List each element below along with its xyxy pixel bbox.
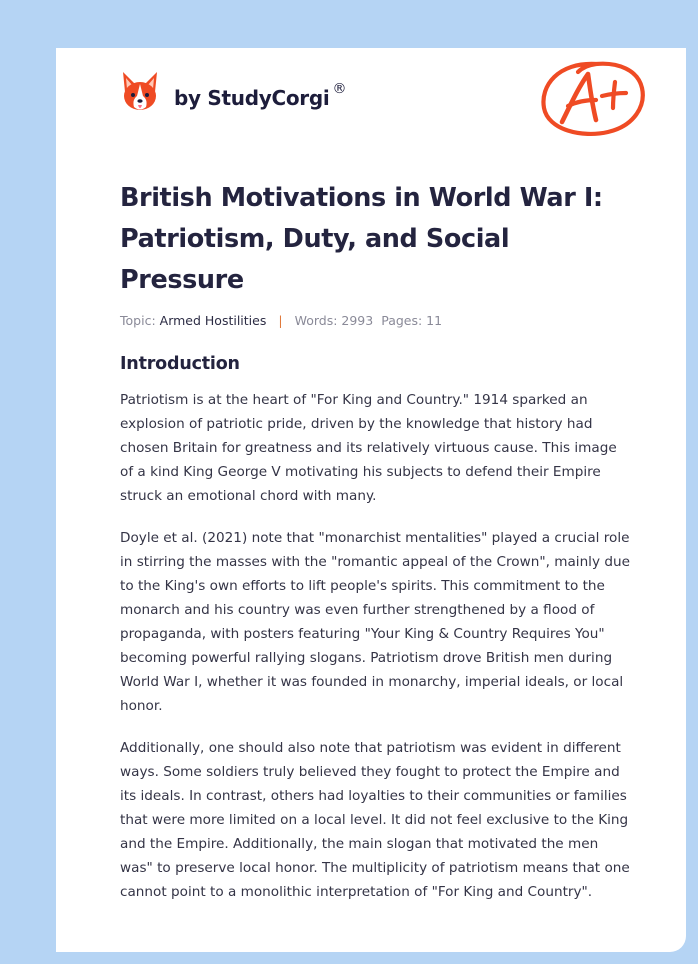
- word-count: Words: 2993: [294, 313, 374, 328]
- meta-separator: |: [278, 313, 283, 328]
- brand-name: by StudyCorgi ®: [174, 81, 347, 110]
- page-count: Pages: 11: [381, 313, 443, 328]
- document-meta: [120, 313, 686, 328]
- a-plus-grade-icon: [538, 58, 648, 140]
- paragraph: Patriotism is at the heart of "For King and Country." 1914 sparked an explosion of patriotic pride, driven by the knowledge that history had chosen Britain for greatness and its relatively virtuous cause. This image of a kind King George V motivating his subjects to defend their Empire struck an emotional chord with many.: [120, 392, 617, 504]
- studycorgi-logo[interactable]: [120, 76, 347, 114]
- topic-link[interactable]: Armed Hostilities: [159, 313, 267, 328]
- section-heading: Introduction: [120, 354, 240, 374]
- document-title: British Motivations in World War I: Patriotism, Duty, and Social Pressure: [120, 183, 603, 295]
- paragraph: Additionally, one should also note that patriotism was evident in different ways. Some soldiers truly believed they fought to protect the Empire and its ideals. In contrast, others had loyalties to their communities or families that were more limited on a local level. It did not feel exclusive to the King and the Empire. Additionally, the main slogan that motivated the men was" to preserve local honor. The multiplicity of patriotism means that one cannot point to a monolithic interpretation of "For King and Country".: [120, 740, 630, 900]
- page-header: [120, 48, 686, 158]
- corgi-icon: [120, 70, 160, 114]
- document-page: [56, 48, 686, 952]
- registered-mark: ®: [332, 81, 347, 97]
- topic-label: Topic:: [120, 313, 156, 328]
- paragraph: Doyle et al. (2021) note that "monarchist mentalities" played a crucial role in stirring the masses with the "romantic appeal of the Crown", mainly due to the King's own efforts to lift people's spirits. This commitment to the monarch and his country was even further strengthened by a flood of propaganda, with posters featuring "Your King & Country Requires You" becoming powerful rallying slogans. Patriotism drove British men during World War I, whether it was founded in monarchy, imperial ideals, or local honor.: [120, 530, 630, 714]
